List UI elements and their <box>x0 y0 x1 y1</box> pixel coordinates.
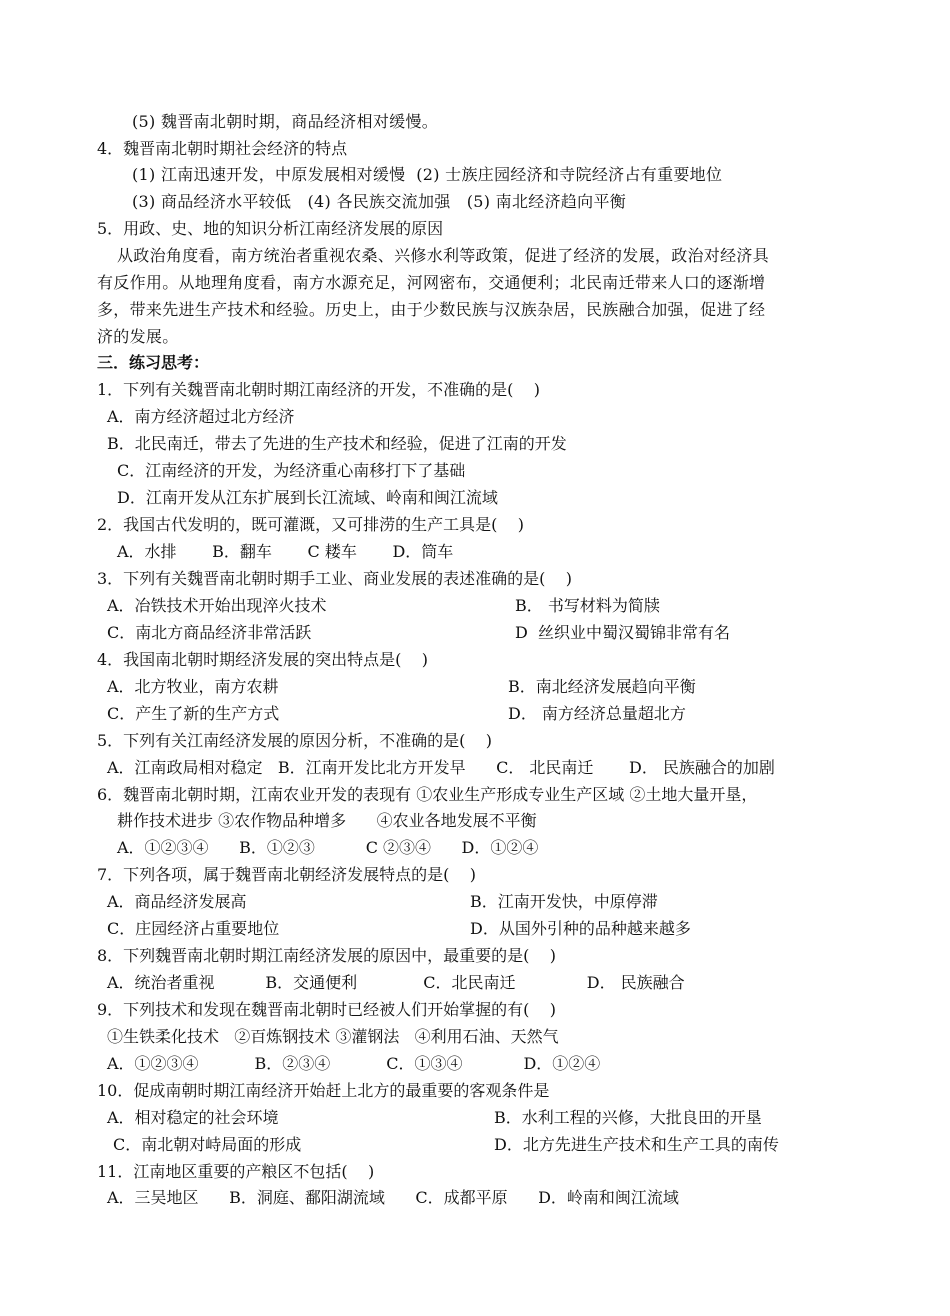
text-line: D． 南方经济总量超北方 <box>508 704 686 723</box>
text-line: 8．下列魏晋南北朝时期江南经济发展的原因中，最重要的是( ) <box>97 946 557 965</box>
text-line: A．冶铁技术开始出现淬火技术 <box>107 596 327 615</box>
text-line: 3．下列有关魏晋南北朝时期手工业、商业发展的表述准确的是( ) <box>97 569 573 588</box>
text-line: C．南北朝对峙局面的形成 <box>113 1135 302 1154</box>
text-line: A．①②③④ B．①②③ C ②③④ D．①②④ <box>117 838 539 857</box>
text-line: A．相对稳定的社会环境 <box>107 1108 279 1127</box>
text-line: 有反作用。从地理角度看，南方水源充足，河网密布，交通便利；北民南迁带来人口的逐渐增 <box>97 273 766 292</box>
text-line: C．产生了新的生产方式 <box>107 704 280 723</box>
text-line: 4．我国南北朝时期经济发展的突出特点是( ) <box>97 650 429 669</box>
text-line: 10．促成南朝时期江南经济开始赶上北方的最重要的客观条件是 <box>97 1081 550 1100</box>
text-line: B．南北经济发展趋向平衡 <box>508 677 696 696</box>
text-line: A．商品经济发展高 <box>107 892 247 911</box>
text-line: B． 书写材料为简牍 <box>515 596 660 615</box>
text-line: (3) 商品经济水平较低 (4) 各民族交流加强 (5) 南北经济趋向平衡 <box>132 192 627 211</box>
text-line: A．统治者重视 B．交通便利 C．北民南迁 D． 民族融合 <box>107 973 685 992</box>
text-line: A．南方经济超过北方经济 <box>107 407 295 426</box>
text-line: 9．下列技术和发现在魏晋南北朝时已经被人们开始掌握的有( ) <box>97 1000 557 1019</box>
text-line: A．北方牧业，南方农耕 <box>107 677 279 696</box>
text-line: B．北民南迁，带去了先进的生产技术和经验，促进了江南的开发 <box>107 434 567 453</box>
text-line: D 丝织业中蜀汉蜀锦非常有名 <box>515 623 731 642</box>
text-line: 5．用政、史、地的知识分析江南经济发展的原因 <box>97 219 444 238</box>
text-line: 6．魏晋南北朝时期，江南农业开发的表现有 ①农业生产形成专业生产区域 ②土地大量开垦， <box>97 785 758 804</box>
text-line: (1) 江南迅速开发，中原发展相对缓慢 (2) 士族庄园经济和寺院经济占有重要地位 <box>132 165 723 184</box>
text-line: 2．我国古代发明的，既可灌溉，又可排涝的生产工具是( ) <box>97 515 525 534</box>
text-line: 1．下列有关魏晋南北朝时期江南经济的开发，不准确的是( ) <box>97 380 541 399</box>
text-line: ①生铁柔化技术 ②百炼钢技术 ③灌钢法 ④利用石油、天然气 <box>107 1027 559 1046</box>
text-line: 从政治角度看，南方统治者重视农桑、兴修水利等政策，促进了经济的发展，政治对经济具 <box>117 246 770 265</box>
text-line: 耕作技术进步 ③农作物品种增多 ④农业各地发展不平衡 <box>117 811 537 830</box>
text-line: B．水利工程的兴修，大批良田的开垦 <box>494 1108 762 1127</box>
text-line: C．南北方商品经济非常活跃 <box>107 623 312 642</box>
text-line: A．①②③④ B．②③④ C．①③④ D．①②④ <box>107 1054 601 1073</box>
text-line: 11．江南地区重要的产粮区不包括( ) <box>97 1162 375 1181</box>
text-line: 三．练习思考： <box>97 353 210 372</box>
text-line: (5) 魏晋南北朝时期，商品经济相对缓慢。 <box>132 112 439 131</box>
text-line: A．水排 B．翻车 C 耧车 D．筒车 <box>117 542 454 561</box>
text-line: C．庄园经济占重要地位 <box>107 919 280 938</box>
text-line: D．江南开发从江东扩展到长江流域、岭南和闽江流域 <box>117 488 498 507</box>
text-line: B．江南开发快，中原停滞 <box>470 892 658 911</box>
text-line: A．江南政局相对稳定 B．江南开发比北方开发早 C． 北民南迁 D． 民族融合的加剧 <box>107 758 775 777</box>
text-line: C．江南经济的开发，为经济重心南移打下了基础 <box>117 461 466 480</box>
text-line: 5．下列有关江南经济发展的原因分析，不准确的是( ) <box>97 731 493 750</box>
text-line: 多，带来先进生产技术和经验。历史上，由于少数民族与汉族杂居，民族融合加强，促进了经 <box>97 300 766 319</box>
text-line: D．北方先进生产技术和生产工具的南传 <box>494 1135 779 1154</box>
text-line: 济的发展。 <box>97 327 179 346</box>
text-line: A．三吴地区 B．洞庭、鄱阳湖流域 C．成都平原 D．岭南和闽江流域 <box>107 1188 679 1207</box>
text-line: 4．魏晋南北朝时期社会经济的特点 <box>97 139 348 158</box>
text-line: D．从国外引种的品种越来越多 <box>470 919 691 938</box>
text-line: 7．下列各项，属于魏晋南北朝经济发展特点的是( ) <box>97 865 477 884</box>
